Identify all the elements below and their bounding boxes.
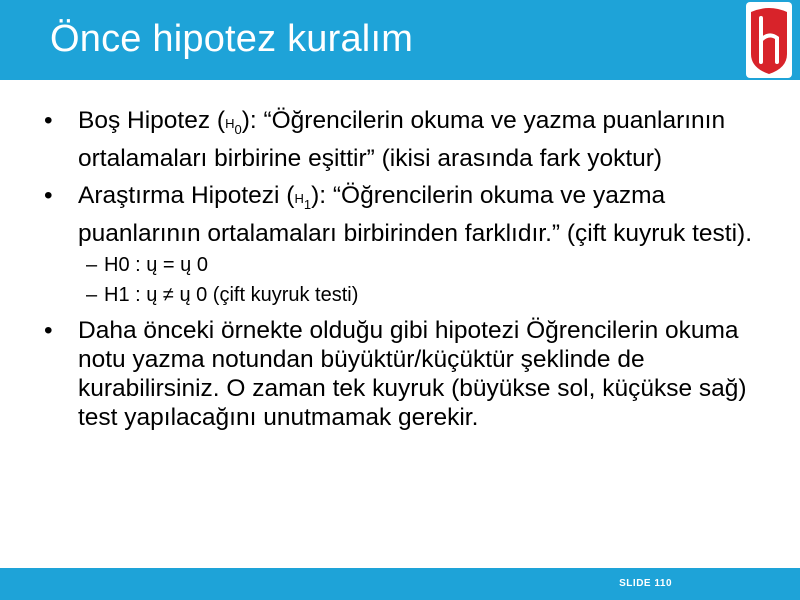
slide-body <box>44 106 764 440</box>
list-item: • Araştırma Hipotezi $(H_1)$: “Öğrencilerin okuma ve yazma puanlarının ortalamaları birbirinden farklıdır.” (çift kuyruk testi). <box>44 181 753 247</box>
bullet-icon: • <box>44 316 53 344</box>
bullet-icon: • <box>44 181 53 209</box>
title-bar <box>0 0 800 80</box>
dash-icon: – <box>86 283 98 306</box>
list-item: • Daha önceki örnekte olduğu gibi hipotezi Öğrencilerin okuma notu yazma notundan büyüktür/küçüktür şeklinde de kurabilirsiniz. O zaman tek kuyruk (büyükse sol, küçükse sağ) test yapılacağını unutmamak gerekir. <box>44 316 747 431</box>
footer-bar <box>0 568 800 600</box>
bullet-icon: • <box>44 107 53 134</box>
sub-list-item: – H0 : ų = ų 0 <box>86 253 208 276</box>
dash-icon: – <box>86 253 98 276</box>
sub-list-item: – H1 : ų ≠ ų 0 (çift kuyruk testi) <box>86 283 359 306</box>
page-title: Önce hipotez kuralım <box>50 18 414 60</box>
list-item: • Boş Hipotez $(H_0)$: “Öğrencilerin okuma ve yazma puanlarının ortalamaları birbirine eşittir” (ikisi arasında fark yoktur) <box>44 107 726 172</box>
university-logo-icon <box>746 2 792 78</box>
slide-number: SLIDE 110 <box>619 578 672 589</box>
